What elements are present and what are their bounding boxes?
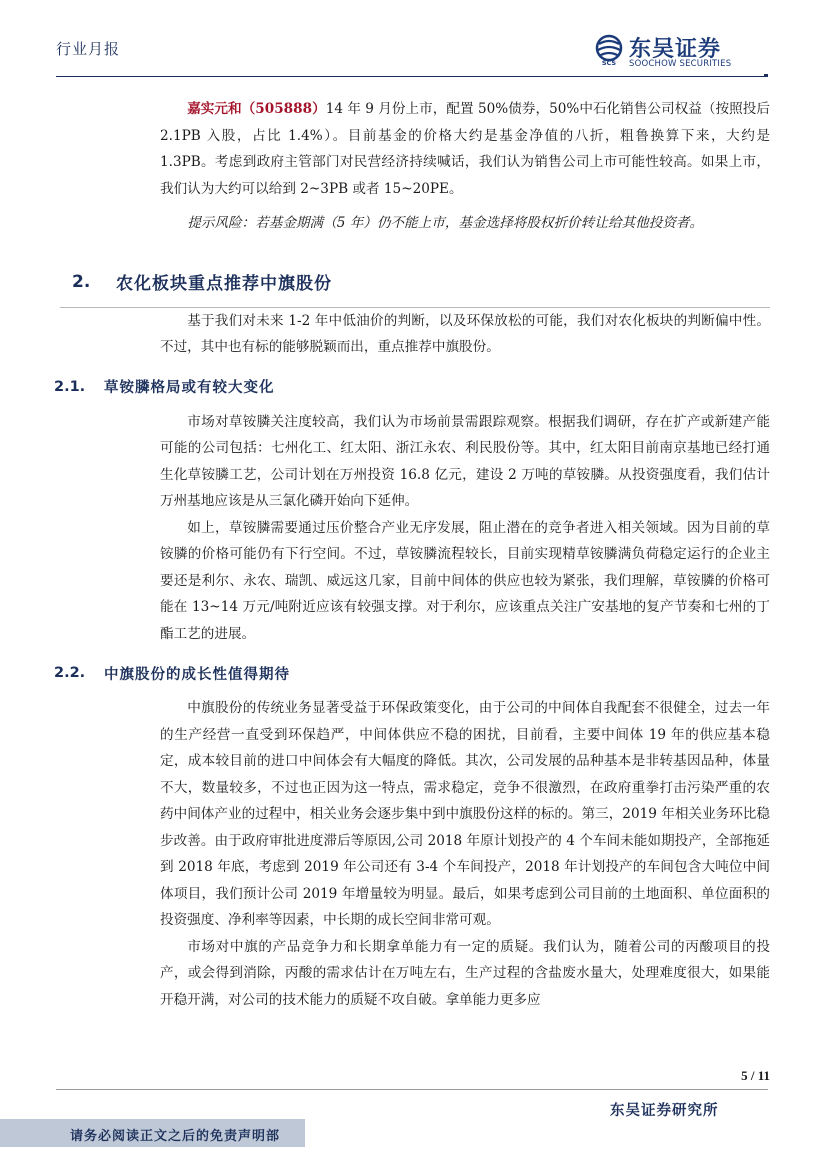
section-title: 农化板块重点推荐中旗股份	[116, 274, 332, 294]
section-2-heading	[60, 257, 770, 308]
header-divider-mark	[764, 74, 768, 77]
section-2-1-paragraph-1: 市场对草铵膦关注度较高，我们认为市场前景需跟踪观察。根据我们调研，存在扩产或新建产能可能的公司包括：七州化工、红太阳、浙江永农、利民股份等。其中，红太阳目前南京基地已经打通生化草铵膦工艺，公司计划在万州投资 16.8 亿元，建设 2 万吨的草铵膦。从投资强度看，我们估计万州基地应该是从三氯化磷开始向下延伸。	[160, 413, 770, 509]
section-2-2-paragraph-2: 市场对中旗的产品竞争力和长期拿单能力有一定的质疑。我们认为，随着公司的丙酸项目的投产，或会得到消除，丙酸的需求估计在万吨左右，生产过程的含盐废水量大，处理难度很大，如果能开稳开满，对公司的技术能力的质疑不攻自破。拿单能力更多应	[160, 938, 770, 1008]
subsection-number: 2.1.	[54, 378, 86, 395]
section-2-1-paragraph-2: 如上，草铵膦需要通过压价整合产业无序发展，阻止潜在的竞争者进入相关领域。因为目前的草铵膦的价格可能仍有下行空间。不过，草铵膦流程较长，目前实现精草铵膦满负荷稳定运行的企业主要还是利尔、永农、瑞凯、威远这几家，目前中间体的供应也较为紧张，我们理解，草铵膦的价格可能在 13~14 万元/吨附近应该有较强支撑。对于利尔，应该重点关注广安基地的复产节奏和七州的丁酯工艺的进展。	[160, 519, 770, 642]
intro-text: 14 年 9 月份上市，配置 50%债券，50%中石化销售公司权益（按照投后 2.1PB 入股，占比 1.4%）。目前基金的价格大约是基金净值的八折，粗鲁换算下来，大约是 1.3PB。考虑到政府主管部门对民营经济持续喊话，我们认为销售公司上市可能性较高。如果上市，我们认为大约可以给到 2~3PB 或者 15~20PE。	[160, 101, 770, 197]
logo-english-name: SOOCHOW SECURITIES	[629, 59, 732, 69]
risk-warning: 提示风险：若基金期满（5 年）仍不能上市，基金选择将股权折价转让给其他投资者。	[187, 215, 704, 231]
intro-paragraph	[160, 96, 770, 202]
report-body	[54, 96, 770, 1013]
section-number: 2.	[72, 271, 91, 292]
subsection-title: 草铵膦格局或有较大变化	[104, 380, 275, 396]
section-2-1-heading	[54, 369, 770, 405]
report-type-label: 行业月报	[56, 40, 121, 58]
logo-chinese-name: 东吴证券	[629, 37, 722, 62]
subsection-number: 2.2.	[54, 665, 86, 681]
header-divider	[56, 76, 768, 77]
logo-mark-icon	[593, 34, 625, 66]
footer-divider	[56, 1089, 768, 1090]
fund-name: 嘉实元和（505888）	[187, 101, 326, 117]
institute-name: 东吴证券研究所	[610, 1103, 719, 1119]
company-logo	[593, 32, 768, 72]
section-2-2-heading	[54, 655, 770, 691]
subsection-title: 中旗股份的成长性值得期待	[104, 666, 290, 683]
section-2-2-paragraph-1: 中旗股份的传统业务显著受益于环保政策变化，由于公司的中间体自我配套不很健全，过去一年的生产经营一直受到环保趋严，中间体供应不稳的困扰，目前看，主要中间体 19 年的供应基本稳定，成本较目前的进口中间体会有大幅度的降低。其次，公司发展的品种基本是非转基因品种，体量不大，数量较多，不过也正因为这一特点，需求稳定，竞争不很激烈，在政府重拳打击污染严重的农药中间体产业的过程中，相关业务会逐步集中到中旗股份这样的标的。第三，2019 年相关业务环比稳步改善。由于政府审批进度滞后等原因,公司 2018 年原计划投产的 4 个车间未能如期投产，全部拖延到 2018 年底，考虑到 2019 年公司还有 3-4 个车间投产，2018 年计划投产的车间包含大吨位中间体项目，我们预计公司 2019 年增量较为明显。最后，如果考虑到公司目前的土地面积、单位面积的投资强度、净利率等因素，中长期的成长空间非常可观。	[160, 700, 770, 928]
logo-abbr: SCS	[601, 59, 617, 66]
section-2-paragraph: 基于我们对未来 1-2 年中低油价的判断，以及环保放松的可能，我们对农化板块的判断偏中性。不过，其中也有标的能够脱颖而出，重点推荐中旗股份。	[160, 312, 770, 355]
disclaimer-text: 请务必阅读正文之后的免责声明部	[70, 1129, 281, 1144]
page-number: 5 / 11	[741, 1068, 770, 1083]
